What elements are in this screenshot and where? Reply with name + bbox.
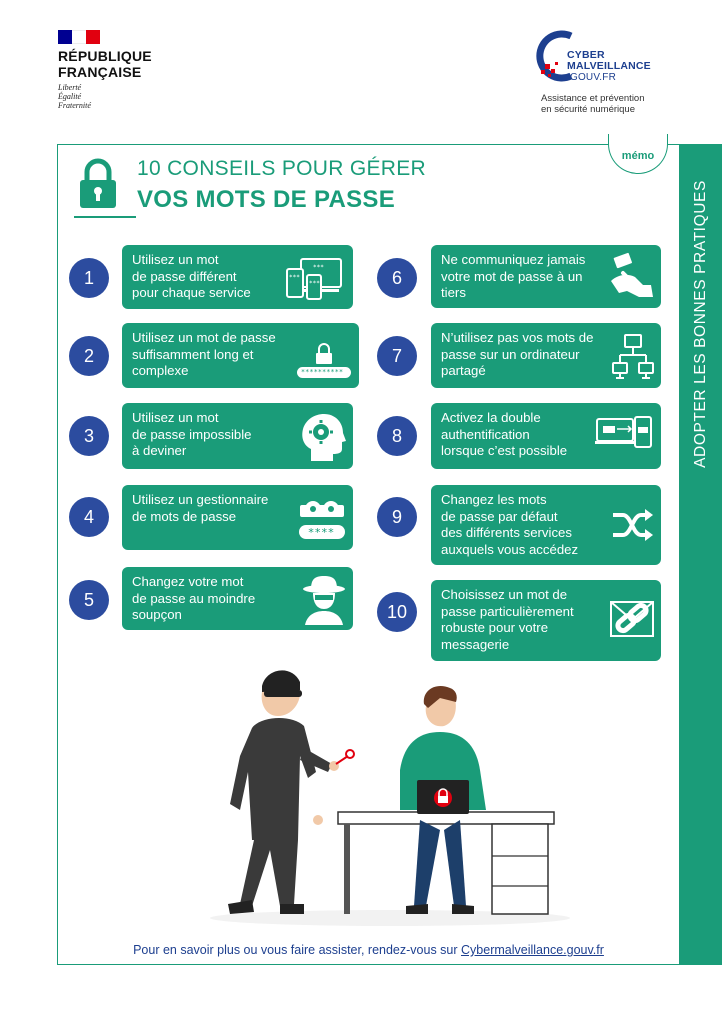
tip-1-number: 1 [69, 258, 109, 298]
hand-card-icon [609, 251, 655, 303]
tip-1-text: Utilisez un mot de passe différent pour chaque service [132, 252, 251, 300]
tip-2-text: Utilisez un mot de passe suffisamment long et complexe [132, 330, 276, 378]
two-factor-icon [595, 413, 655, 459]
hacker-and-user-illustration [200, 660, 580, 930]
tip-8-card [431, 403, 661, 469]
tip-9-card [431, 485, 661, 565]
rf-name-line1: RÉPUBLIQUE [58, 48, 152, 64]
tip-4-text: Utilisez un gestionnaire de mots de passe [132, 492, 269, 524]
tip-10-number: 10 [377, 592, 417, 632]
svg-text:***: *** [313, 264, 324, 271]
tip-8-text: Activez la double authentification lorsque c’est possible [441, 410, 568, 458]
gouv-fr-word: .GOUV.FR [567, 72, 617, 83]
cyber-word: CYBER [567, 49, 605, 61]
thief-figure [228, 670, 354, 914]
tip-6-number: 6 [377, 258, 417, 298]
side-label-text: ADOPTER LES BONNES PRATIQUES [692, 180, 709, 468]
tip-7-card [431, 323, 661, 388]
tip-10-text: Choisissez un mot de passe particulièrement robuste pour votre messagerie [441, 587, 574, 652]
republique-francaise-logo [58, 30, 152, 110]
tip-9-text: Changez les mots de passe par défaut des différents services auxquels vous accédez [441, 492, 579, 557]
tip-5-text: Changez votre mot de passe au moindre soupçon [132, 574, 256, 622]
tip-2-mask: ********** [300, 368, 344, 376]
title-line-1: 10 CONSEILS POUR GÉRER [137, 157, 427, 180]
user-figure [400, 686, 486, 914]
tip-3-number: 3 [69, 416, 109, 456]
tip-2-card [122, 323, 359, 388]
malveillance-word: MALVEILLANCE [567, 60, 651, 72]
tip-6-text: Ne communiquez jamais votre mot de passe à un tiers [441, 252, 586, 300]
rf-name-line2: FRANÇAISE [58, 64, 142, 80]
french-flag-icon [58, 30, 100, 44]
tip-8-number: 8 [377, 416, 417, 456]
title-underline [74, 216, 136, 218]
head-gear-icon [297, 411, 347, 463]
desk [338, 812, 554, 914]
network-computers-icon [611, 333, 655, 381]
rf-motto-egalite: Égalité [58, 92, 82, 101]
tip-2-number: 2 [69, 336, 109, 376]
tip-7-text: N’utilisez pas vos mots de passe sur un ordinateur partagé [441, 330, 594, 378]
svg-text:***: *** [309, 280, 320, 287]
tip-4-number: 4 [69, 497, 109, 537]
rf-motto-liberte: Liberté [58, 83, 82, 92]
spy-icon [301, 573, 347, 625]
tip-3-card [122, 403, 353, 469]
footer-link[interactable]: Cybermalveillance.gouv.fr [461, 943, 604, 957]
footer-text: Pour en savoir plus ou vous faire assister, rendez-vous sur [133, 943, 462, 957]
padlock-icon [78, 158, 118, 210]
memo-label: mémo [621, 150, 655, 162]
tip-5-number: 5 [69, 580, 109, 620]
chain-mail-icon [609, 596, 655, 640]
tip-4-mask: **** [307, 526, 335, 539]
tip-3-text: Utilisez un mot de passe impossible à deviner [132, 410, 252, 458]
cyber-tagline-2: en sécurité numérique [541, 104, 635, 115]
tip-9-number: 9 [377, 497, 417, 537]
footer [57, 943, 680, 957]
title-line-2: VOS MOTS DE PASSE [137, 186, 396, 213]
shuffle-icon [611, 507, 655, 543]
tip-6-card [431, 245, 661, 308]
side-label [680, 144, 722, 965]
tip-7-number: 7 [377, 336, 417, 376]
rf-motto-fraternite: Fraternité [58, 101, 91, 110]
devices-icon [283, 255, 347, 301]
svg-text:***: *** [289, 274, 300, 281]
tip-1-card [122, 245, 353, 309]
tip-10-card [431, 580, 661, 661]
cyber-tagline-1: Assistance et prévention [541, 93, 645, 104]
tip-4-card [122, 485, 353, 550]
tip-5-card [122, 567, 353, 630]
